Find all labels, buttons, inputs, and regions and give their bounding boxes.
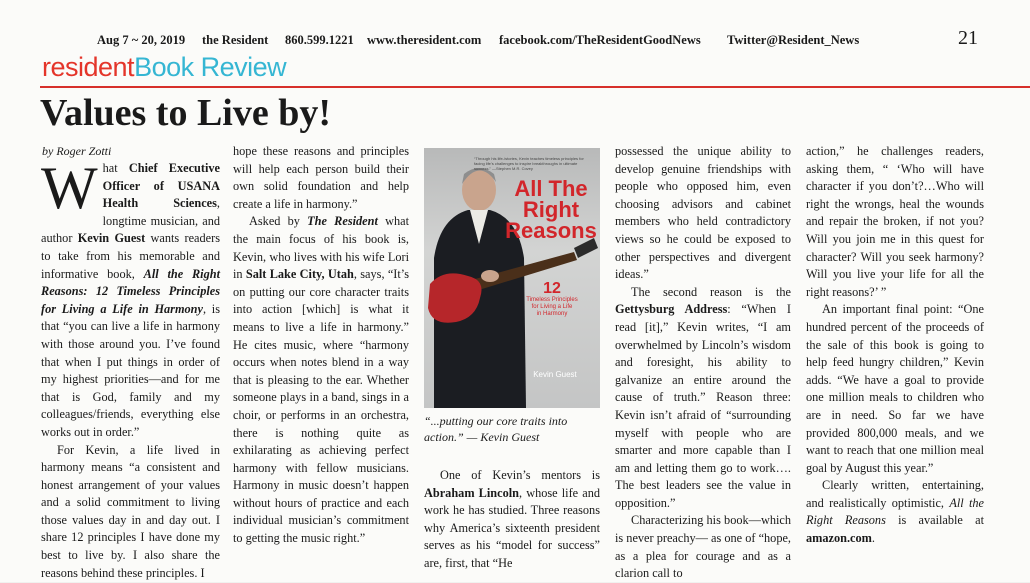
- section-title-part1: resident: [42, 52, 135, 82]
- book-cover-image: [424, 148, 600, 408]
- masthead-facebook: facebook.com/TheResidentGoodNews: [499, 33, 701, 47]
- store-link-text: amazon.com: [806, 531, 872, 546]
- cover-author: Kevin Guest: [533, 370, 577, 379]
- image-caption: “...putting our core traits into action.” — Kevin Guest: [424, 414, 568, 444]
- section-title-part2: Book Review: [134, 52, 287, 82]
- paragraph: possessed the unique ability to develop genuine friendships with people who opposed him, even choosing advisors and cabinet members who held contradictory views so he could be exposed to other perspectives and divergent ideas.”: [615, 144, 791, 282]
- masthead: [0, 27, 1030, 50]
- cover-subtitle: [512, 280, 592, 318]
- article-column-2: [233, 143, 409, 573]
- bold-text: Kevin Guest: [77, 231, 146, 246]
- masthead-web: www.theresident.com: [367, 33, 482, 47]
- text-run: .: [871, 531, 875, 546]
- cover-tagline: “Through his life-/stories, Kevin teaches timeless principles for facing life’s challenges to inspire breakthroughs in ultimate success.” —Stephen M.R. Covey: [474, 156, 584, 171]
- article-byline: by Roger Zotti: [42, 144, 112, 158]
- cover-title-line: All The: [514, 176, 588, 201]
- paragraph: [41, 155, 221, 442]
- article-column-4: [615, 143, 791, 581]
- section-title: [42, 52, 286, 82]
- article-column-1: [41, 155, 221, 580]
- article-column-5: [806, 143, 984, 573]
- text-run: , is that “you can live a life in harmony with those around you. I’ve found that when I put things in order of my highest priorities—and for me that is God, family and my colleagues/friends, everything else works out in order.”: [41, 301, 220, 439]
- portrait-hand: [481, 270, 499, 282]
- article-column-3: [424, 467, 600, 573]
- text-run: Asked by: [249, 214, 308, 229]
- cover-subtitle-line: in Harmony: [536, 311, 568, 317]
- paragraph: [615, 284, 791, 513]
- bold-text: Chief Executive Officer of USANA Health Sciences: [102, 161, 220, 211]
- drop-cap: W: [41, 155, 98, 221]
- text-run: hat: [102, 161, 129, 175]
- text-run: wants readers to take from his memorable and informative book,: [41, 231, 220, 281]
- cover-subtitle-line: Timeless Principles: [526, 297, 578, 303]
- cover-subtitle-line: for Living a Life: [531, 304, 573, 310]
- paragraph: Characterizing his book—which is never preachy— as one of “hope, as a plea for courage and as a clarion call to: [615, 513, 791, 581]
- text-run: One of Kevin’s mentors is: [440, 468, 600, 482]
- cover-title-line: Reasons: [505, 218, 597, 243]
- cover-title: [502, 178, 600, 241]
- paragraph: An important final point: “One hundred percent of the proceeds of the sale of this book is going to help feed hungry children,” Kevin adds. “We have a goal to provide one million meals to children who are in need. So far we have provided 800,000 meals, and we want to reach that one million meal goal by August this year.”: [806, 302, 984, 475]
- masthead-date: Aug 7 ~ 20, 2019: [97, 33, 186, 47]
- paragraph: hope these reasons and principles will help each person build their own solid foundation and help create a life in harmony.”: [233, 144, 409, 211]
- paragraph: action,” he challenges readers, asking them, “ ‘Who will have character if you don’t?…Who will right the wrongs, heal the wounds and repair the broken, if not you? Will you join me in this quest for character? Will you seek harmony? Will you live your life for all the right reasons?’ ”: [806, 144, 984, 299]
- section-rule: [40, 86, 1030, 88]
- article-headline: Values to Live by!: [40, 92, 332, 134]
- text-run: , says, “It’s on putting our core character traits into action [which] is what it means to live a life in harmony.” He cites music, where “harmony occurs when notes blend in a way that is pleasing to the ear. Whether someone plays in a band, sings in a choir, or performs in an orchestra, there is nothing quite as exhilarating as achieving perfect harmony with fellow musicians. Harmony in music doesn’t happen without hours of practice and each individual musician’s commitment to getting the music right.”: [233, 267, 409, 546]
- paragraph: [424, 467, 600, 573]
- text-run: , whose life and work he has studied. Three reasons why America’s sixteenth president serves as his “model for success” are, first, that “He: [424, 485, 600, 570]
- text-run: The second reason is the: [631, 284, 791, 299]
- bold-text: Gettysburg Address: [615, 302, 728, 317]
- bold-text: Abraham Lincoln: [424, 485, 519, 500]
- text-run: , longtime musician, and author: [41, 196, 220, 246]
- masthead-twitter: Twitter@Resident_News: [727, 33, 860, 47]
- masthead-paper: the Resident: [202, 33, 269, 47]
- text-run: is available at: [885, 513, 984, 528]
- text-run: : “When I read [it],” Kevin writes, “I am overwhelmed by Lincoln’s wisdom and foresight, his ability to galvanize an entire around the cause of truth.” Reason three: Kevin isn’t afraid of “surrounding myself with people who are smarter and more capable than I am and letting them go to work…. The best leaders see the value in opposition.”: [615, 302, 791, 510]
- paragraph: For Kevin, a life lived in harmony means “a consistent and honest arrangement of your values and a solid commitment to living those values day in and day out. I share 12 principles I have done my best to live by. I also share the reasons behind these principles. I: [41, 442, 220, 580]
- text-run: what the main focus of his book is, Kevin, who lives with his wife Lori in: [233, 214, 410, 282]
- publication-name: The Resident: [307, 214, 378, 229]
- book-title: All the Right Reasons: 12 Timeless Principles for Living a Life in Harmony: [41, 266, 221, 316]
- text-run: Clearly written, entertaining, and realistically optimistic,: [806, 478, 984, 510]
- book-title: All the Right Reasons: [806, 495, 984, 528]
- bold-text: Salt Lake City, Utah: [245, 267, 354, 282]
- paragraph: [806, 477, 984, 547]
- cover-title-line: Right: [522, 197, 580, 222]
- page-number: 21: [958, 27, 978, 49]
- cover-subtitle-number: 12: [543, 280, 561, 297]
- paragraph: [233, 213, 409, 547]
- masthead-phone: 860.599.1221: [285, 33, 354, 47]
